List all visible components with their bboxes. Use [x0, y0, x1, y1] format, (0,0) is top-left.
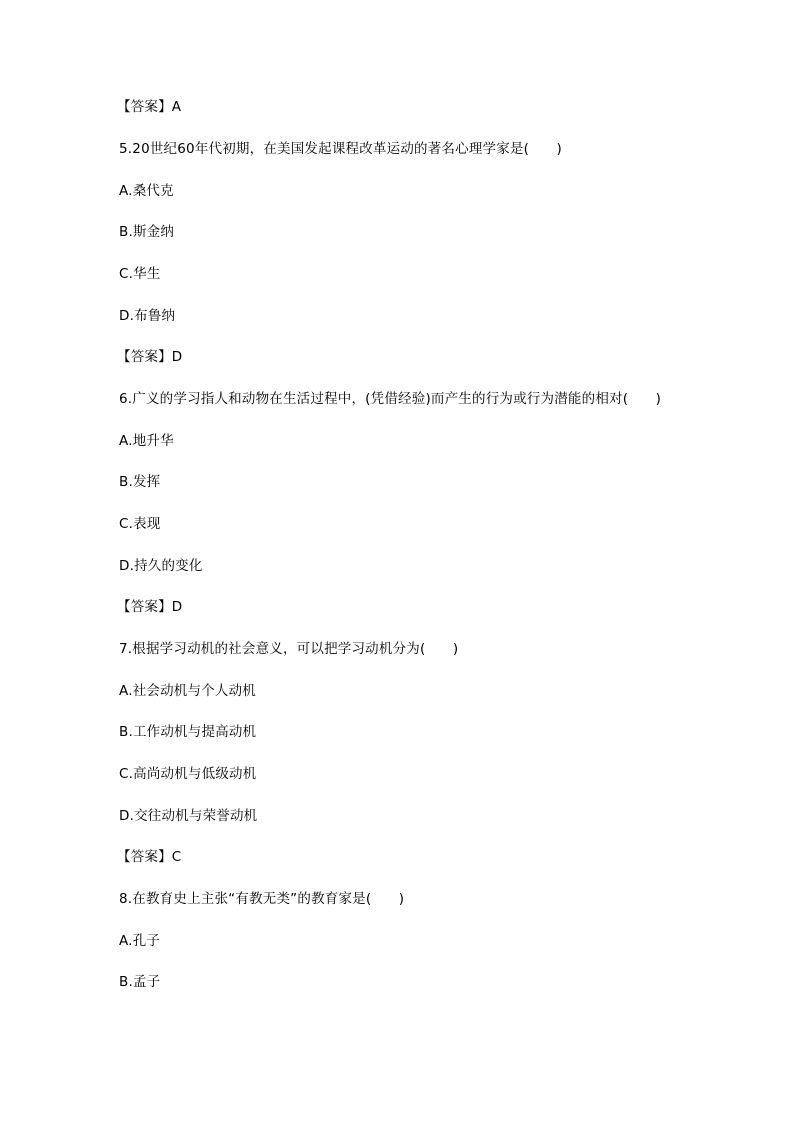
question-5: 5.20世纪60年代初期，在美国发起课程改革运动的著名心理学家是( )	[119, 141, 562, 157]
answer-q7: 【答案】C	[117, 849, 182, 865]
option-5b: B.斯金纳	[119, 224, 175, 240]
option-7c: C.高尚动机与低级动机	[119, 766, 257, 782]
option-6b: B.发挥	[119, 474, 161, 490]
option-8a: A.孔子	[119, 933, 161, 949]
option-6d: D.持久的变化	[119, 558, 203, 574]
option-6c: C.表现	[119, 516, 161, 532]
answer-q5: 【答案】D	[117, 349, 183, 365]
option-5a: A.桑代克	[119, 183, 174, 199]
question-8: 8.在教育史上主张“有教无类”的教育家是( )	[119, 891, 405, 907]
option-7a: A.社会动机与个人动机	[119, 683, 256, 699]
option-7b: B.工作动机与提高动机	[119, 724, 257, 740]
option-6a: A.地升华	[119, 433, 174, 449]
answer-q4: 【答案】A	[117, 99, 182, 115]
question-6: 6.广义的学习指人和动物在生活过程中，(凭借经验)而产生的行为或行为潜能的相对( )	[119, 391, 662, 407]
option-8b: B.孟子	[119, 974, 161, 990]
answer-q6: 【答案】D	[117, 599, 183, 615]
option-7d: D.交往动机与荣誉动机	[119, 808, 258, 824]
option-5c: C.华生	[119, 266, 161, 282]
option-5d: D.布鲁纳	[119, 308, 176, 324]
question-7: 7.根据学习动机的社会意义，可以把学习动机分为( )	[119, 641, 459, 657]
